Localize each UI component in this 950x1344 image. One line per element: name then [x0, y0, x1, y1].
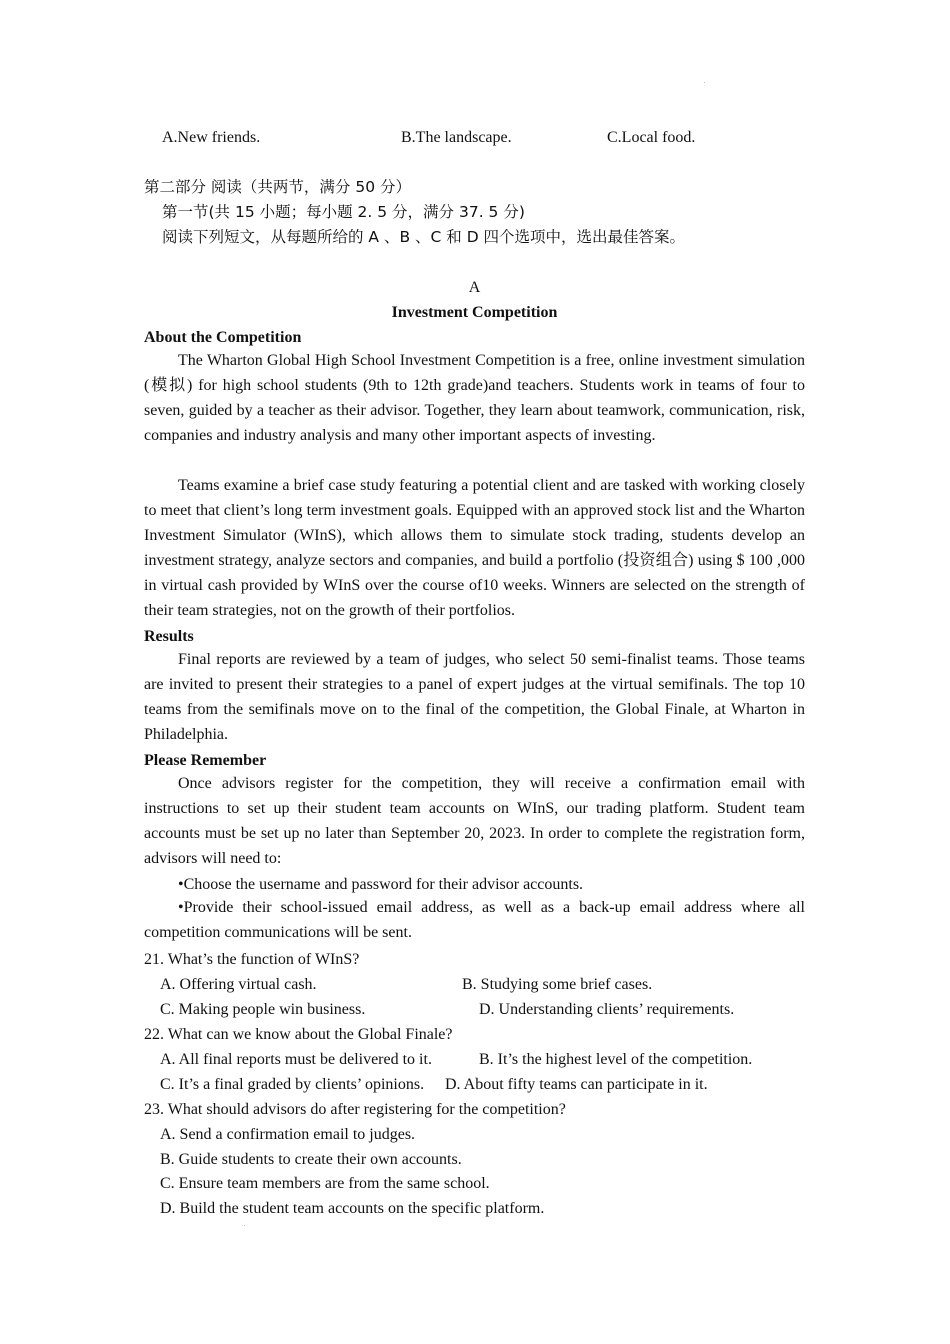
remember-paragraph: Once advisors register for the competition, they will receive a confirmation email with instructions to set up their student team accounts on WInS, our trading platform. Student team accounts must be set up no later than September 20, 2023. In order to complete the registration form, advisors will need to: — [144, 775, 805, 867]
about-paragraph-1: The Wharton Global High School Investment Competition is a free, online investment simulation (模拟) for high school students (9th to 12th grade)and teachers. Students work in teams of four to seven, guided by a teacher as their advisor. Together, they learn about teamwork, communication, risk, companies and industry analysis and many other important aspects of investing. — [144, 352, 805, 444]
question-21-option-d: D. Understanding clients’ requirements. — [479, 1001, 735, 1018]
question-23-option-d: D. Build the student team accounts on the specific platform. — [160, 1200, 545, 1217]
question-22-option-b: B. It’s the highest level of the competition. — [479, 1051, 753, 1068]
question-21-option-b: B. Studying some brief cases. — [462, 976, 653, 993]
remember-heading: Please Remember — [144, 752, 267, 769]
part-heading: 第二部分 阅读（共两节，满分 50 分） — [144, 178, 412, 196]
question-21-stem: 21. What’s the function of WInS? — [144, 951, 360, 968]
scan-dot — [704, 82, 705, 83]
question-21-option-a: A. Offering virtual cash. — [160, 976, 317, 993]
question-22-stem: 22. What can we know about the Global Finale? — [144, 1026, 453, 1043]
instructions: 阅读下列短文，从每题所给的 A 、B 、C 和 D 四个选项中，选出最佳答案。 — [162, 228, 686, 246]
question-21-option-c: C. Making people win business. — [160, 1001, 366, 1018]
about-paragraph-2: Teams examine a brief case study featuring a potential client and are tasked with working closely to meet that client’s long term investment goals. Equipped with an approved stock list and the Wharton Investment Simulator (WInS), which allows them to simulate stock trading, students develop an investment strategy, analyze sectors and companies, and build a portfolio (投资组合) using $ 100 ,000 in virtual cash provided by WInS over the course of10 weeks. Winners are selected on the strength of their team strategies, not on the growth of their portfolios. — [144, 477, 805, 619]
question-23-option-a: A. Send a confirmation email to judges. — [160, 1126, 416, 1143]
bullet-1: •Choose the username and password for their advisor accounts. — [178, 876, 584, 893]
about-heading: About the Competition — [144, 329, 302, 346]
question-22-option-a: A. All final reports must be delivered to it. — [160, 1051, 432, 1068]
scan-dot — [244, 1225, 245, 1226]
question-23-stem: 23. What should advisors do after registering for the competition? — [144, 1101, 566, 1118]
option-c: C.Local food. — [607, 129, 696, 146]
passage-title: Investment Competition — [391, 304, 558, 321]
question-22-option-c: C. It’s a final graded by clients’ opinions. — [160, 1076, 425, 1093]
question-23-option-b: B. Guide students to create their own accounts. — [160, 1151, 462, 1168]
section-heading: 第一节(共 15 小题；每小题 2. 5 分，满分 37. 5 分) — [162, 203, 525, 221]
passage-letter: A — [468, 279, 481, 296]
results-heading: Results — [144, 628, 194, 645]
option-a: A.New friends. — [162, 129, 261, 146]
option-b: B.The landscape. — [401, 129, 512, 146]
results-paragraph: Final reports are reviewed by a team of judges, who select 50 semi-finalist teams. Those teams are invited to present their strategies to a panel of expert judges at the virtual semifinals. The top 10 teams from the semifinals move on to the final of the competition, the Global Finale, at Wharton in Philadelphia. — [144, 651, 805, 743]
question-22-option-d: D. About fifty teams can participate in it. — [445, 1076, 708, 1093]
question-23-option-c: C. Ensure team members are from the same school. — [160, 1175, 490, 1192]
bullet-2: •Provide their school-issued email address, as well as a back-up email address where all competition communications will be sent. — [144, 899, 805, 941]
